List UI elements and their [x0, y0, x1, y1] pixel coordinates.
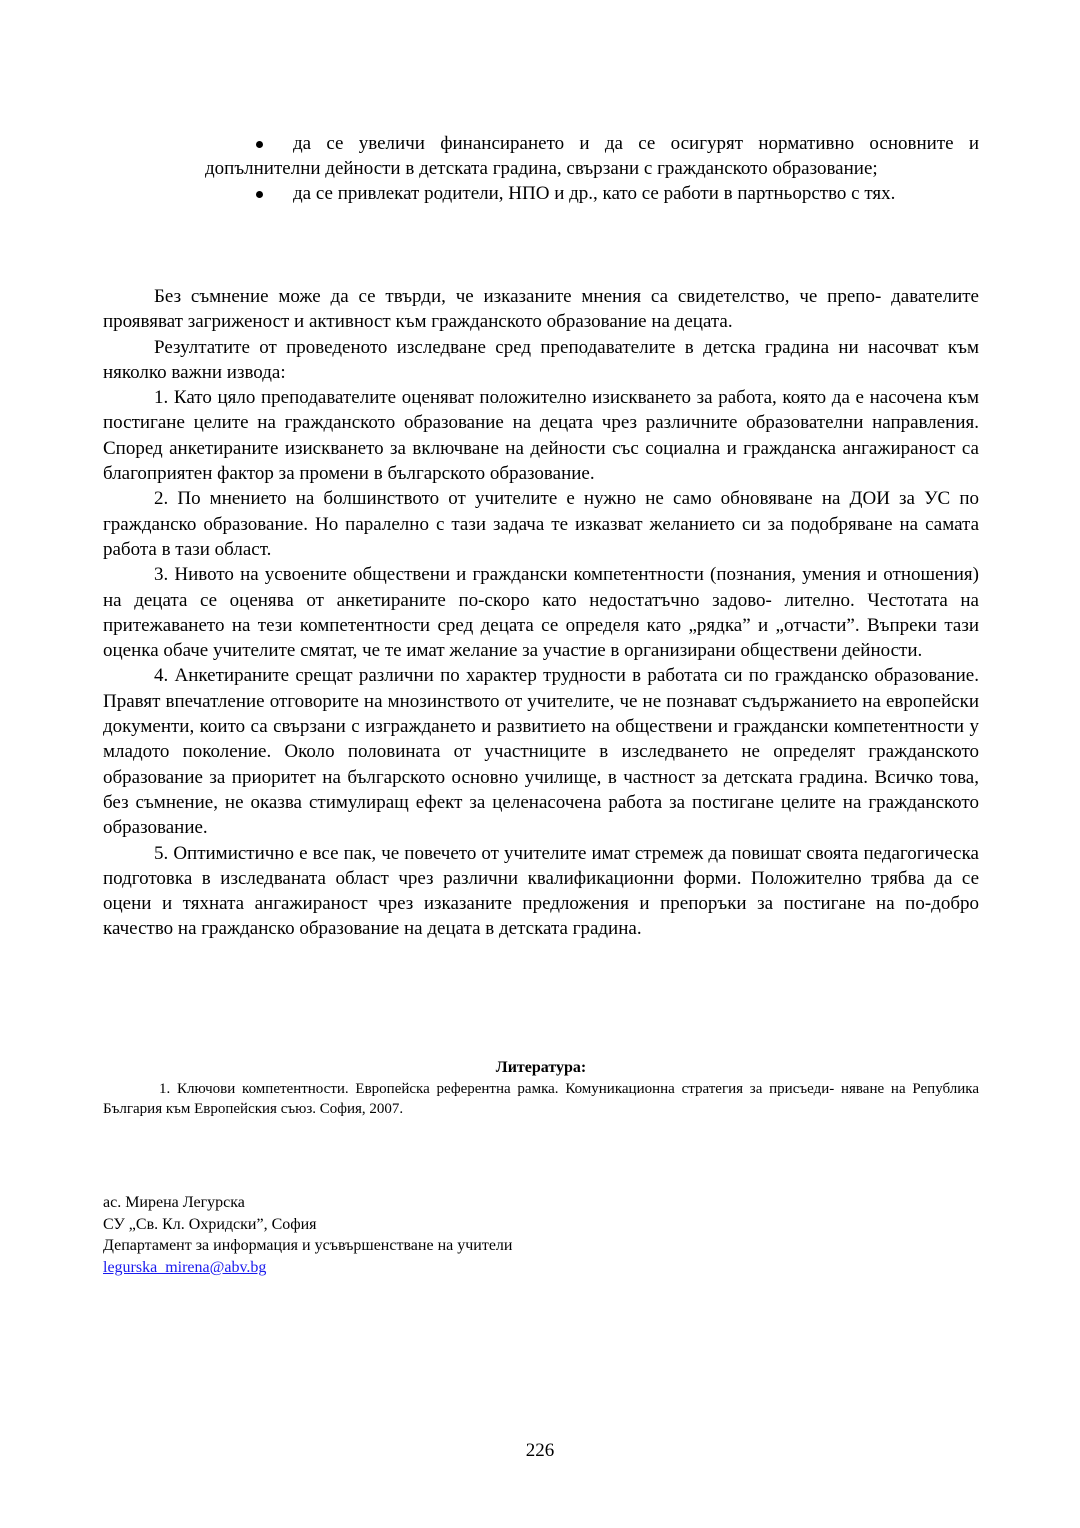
- paragraph: 4. Анкетираните срещат различни по характер трудности в работата си по гражданско образование. Правят впечатление отговорите на мнозинството от учителите, че не познават съдържанието на европейски документи, които са свързани с изграждането и развитието на обществени и граждански компетентности у младото поколение. Около половината от участниците в изследването не определят гражданското образование за приоритет на българското основно училище, в частност за детската градина. Всичко това, без съмнение, не оказва стимулиращ ефект за целенасочена работа за постигане целите на гражданското образование.: [103, 665, 979, 839]
- bullet-dot-icon: [256, 191, 263, 198]
- paragraph: 3. Нивото на усвоените обществени и граждански компетентности (познания, умения и отношения) на децата се оценява от анкетираните по-скоро като недостатъчно задово- лително. Честотата на притежаването на тези компетентности сред децата се определя като „рядка” и „отчасти”. Въпреки тази оценка обаче учителите смятат, че те имат желание за участие в организирани обществени дейности.: [103, 564, 979, 662]
- reference-item: 1. Ключови компетентности. Европейска референтна рамка. Комуникационна стратегия за присъеди- няване на Република България към Европейския съюз. София, 2007.: [103, 1081, 979, 1117]
- author-block: [103, 1192, 703, 1278]
- references-heading: Литература:: [495, 1059, 587, 1076]
- author-university: СУ „Св. Кл. Охридски”, София: [103, 1215, 317, 1233]
- author-name: ас. Мирена Легурска: [103, 1194, 245, 1211]
- paragraph: 1. Като цяло преподавателите оценяват положително изискването за работа, която да е насочена към постигане целите на гражданското образование на децата чрез различните образователни направления. Според анкетираните изискването за включване на дейности със социална и гражданска ангажираност са благоприятен фактор за промени в българското образование.: [103, 387, 979, 485]
- bullet-dot-icon: [256, 141, 263, 148]
- paragraph: Резултатите от проведеното изследване сред преподавателите в детска градина ни насочват към няколко важни извода:: [103, 336, 979, 383]
- bullet-list: [205, 132, 979, 208]
- references-section: [103, 1058, 979, 1119]
- paragraph: 5. Оптимистично е все пак, че повечето от учителите имат стремеж да повишат своята педагогическа подготовка в изследваната област чрез различни квалификационни форми. Положително трябва да се оцени и тяхната ангажираност чрез изказаните предложения и препоръки за постигане на по-добро качество на гражданско образование на децата в детската градина.: [103, 842, 979, 940]
- page-number: 226: [525, 1440, 555, 1461]
- bullet-text: да се привлекат родители, НПО и др., като се работи в партньорство с тях.: [293, 183, 896, 204]
- author-email-link[interactable]: legurska_mirena@abv.bg: [103, 1258, 267, 1276]
- paragraph: 2. По мнението на болшинството от учителите е нужно не само обновяване на ДОИ за УС по гражданско образование. Но паралелно с тази задача те изказват желанието си за подобряване на самата работа в тази област.: [103, 488, 979, 560]
- author-department: Департамент за информация и усъвършенстване на учители: [103, 1237, 513, 1254]
- bullet-text: да се увеличи финансирането и да се осигурят нормативно основните и допълнителни дейности в детската градина, свързани с гражданското образование;: [205, 133, 979, 179]
- bullet-item: [205, 182, 979, 207]
- bullet-item: [205, 132, 979, 181]
- paragraph: Без съмнение може да се твърди, че изказаните мнения са свидетелство, че препо- давателите проявяват загриженост и активност към гражданското образование на децата.: [103, 286, 979, 333]
- body-text: [103, 284, 979, 942]
